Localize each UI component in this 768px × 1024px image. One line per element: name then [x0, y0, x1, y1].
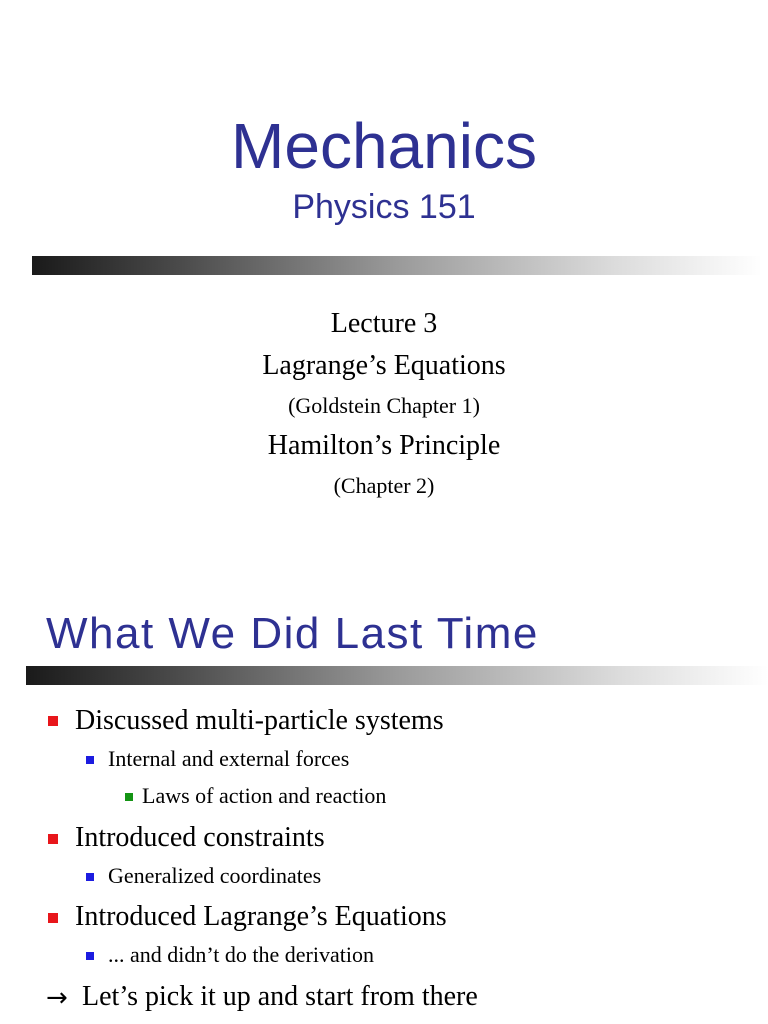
lecture-topic-2-reference: (Chapter 2) [333, 473, 435, 498]
bullet-level2: Generalized coordinates [108, 863, 322, 888]
lecture-topic-2: Hamilton’s Principle [267, 430, 501, 461]
slide2-divider-bar [26, 666, 768, 685]
slide-subtitle: Physics 151 [292, 188, 476, 226]
red-square-bullet-icon [48, 716, 58, 726]
green-square-bullet-icon [125, 793, 133, 801]
conclusion-text: Let’s pick it up and start from there [82, 981, 478, 1012]
bullet-level1: Introduced constraints [75, 822, 325, 853]
bullet-level3: Laws of action and reaction [142, 783, 387, 808]
lecture-topic-1-reference: (Goldstein Chapter 1) [288, 393, 480, 418]
red-square-bullet-icon [48, 913, 58, 923]
title-divider-bar [32, 256, 762, 275]
slide-title: Mechanics [231, 110, 537, 182]
bullet-level1: Discussed multi-particle systems [75, 705, 444, 736]
blue-square-bullet-icon [86, 952, 94, 960]
bullet-level2: ... and didn’t do the derivation [108, 942, 374, 967]
slide2-title: What We Did Last Time [46, 609, 539, 658]
bullet-level1: Introduced Lagrange’s Equations [75, 901, 447, 932]
red-square-bullet-icon [48, 834, 58, 844]
right-arrow-icon: → [46, 983, 68, 1013]
lecture-number: Lecture 3 [330, 308, 438, 339]
lecture-topic-1: Lagrange’s Equations [262, 350, 506, 381]
blue-square-bullet-icon [86, 873, 94, 881]
blue-square-bullet-icon [86, 756, 94, 764]
bullet-level2: Internal and external forces [108, 746, 350, 771]
